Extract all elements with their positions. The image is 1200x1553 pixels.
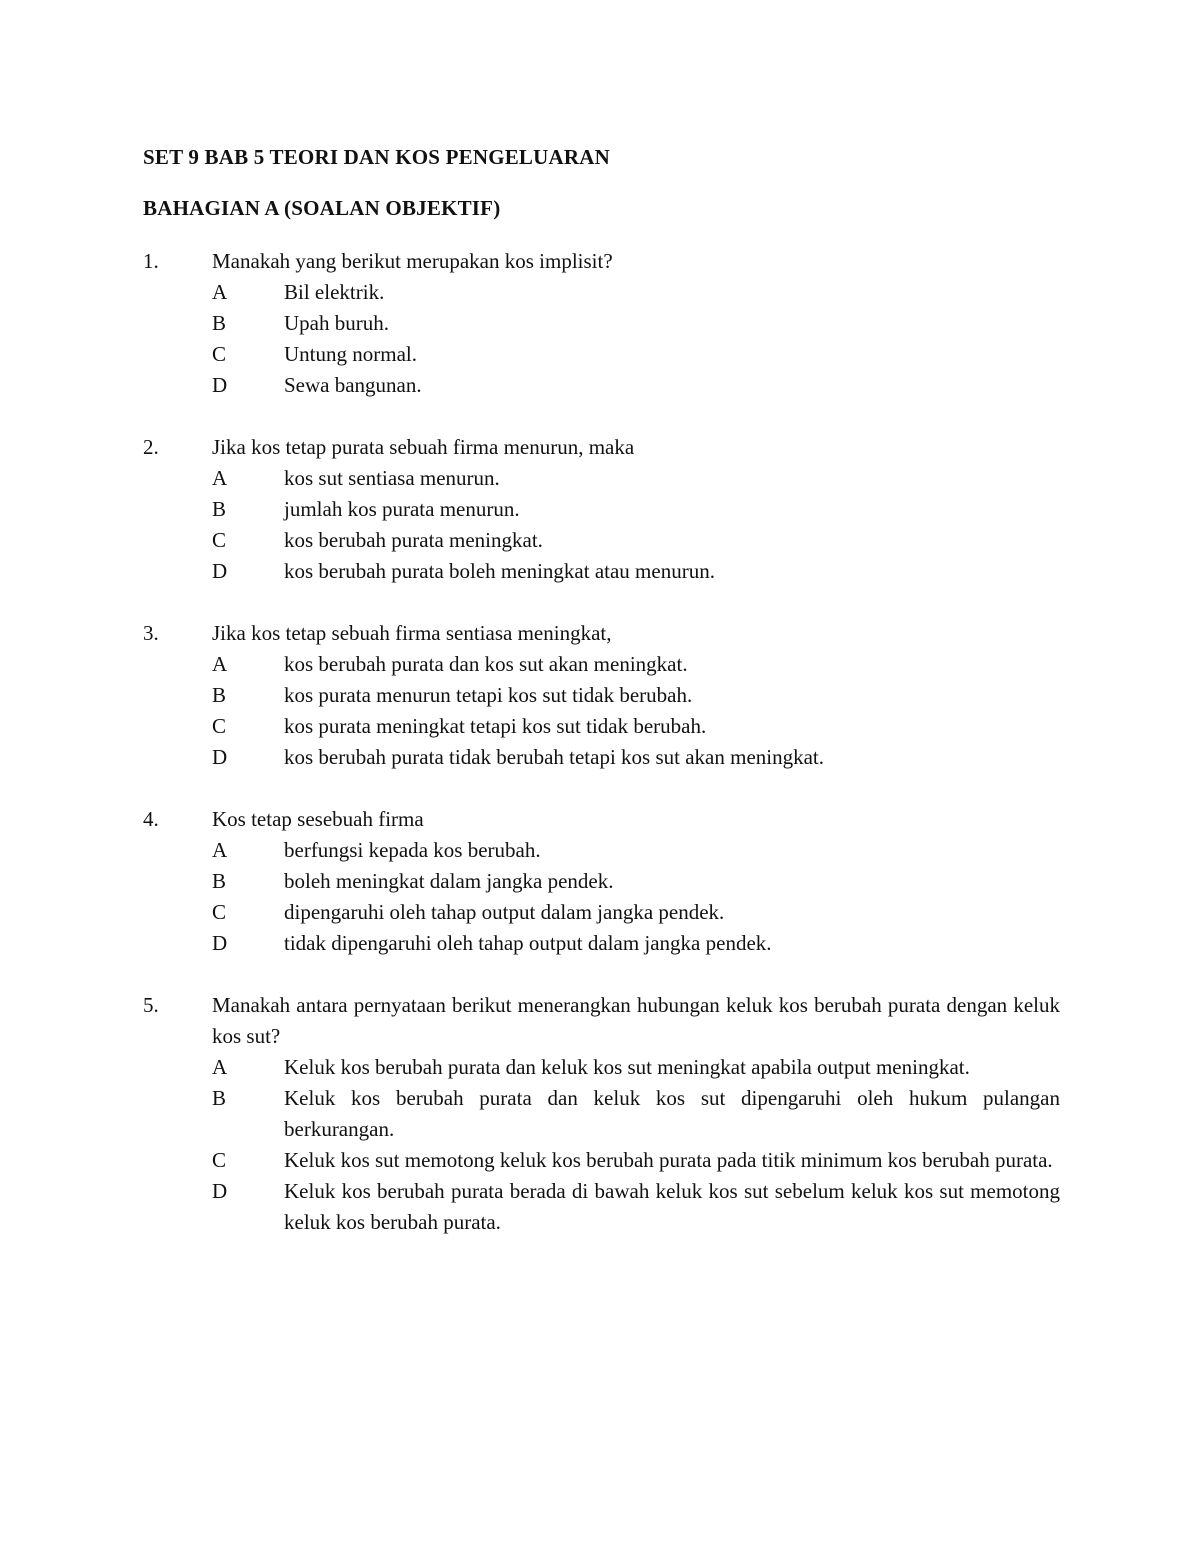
question-text: Manakah yang berikut merupakan kos implisit? bbox=[212, 249, 613, 273]
option-c bbox=[143, 1145, 1060, 1176]
option-letter: D bbox=[212, 559, 228, 583]
question-5 bbox=[143, 990, 1060, 1238]
question-number: 5. bbox=[143, 993, 159, 1017]
option-text: kos purata menurun tetapi kos sut tidak berubah. bbox=[284, 683, 693, 707]
option-b bbox=[143, 866, 1060, 897]
option-letter: C bbox=[212, 900, 227, 924]
option-letter: C bbox=[212, 714, 227, 738]
option-letter: C bbox=[212, 528, 227, 552]
option-letter: A bbox=[212, 652, 228, 676]
option-c bbox=[143, 897, 1060, 928]
option-letter: D bbox=[212, 931, 228, 955]
section-heading: BAHAGIAN A (SOALAN OBJEKTIF) bbox=[143, 196, 501, 220]
option-text: dipengaruhi oleh tahap output dalam jangka pendek. bbox=[284, 900, 725, 924]
question-text: Jika kos tetap sebuah firma sentiasa meningkat, bbox=[212, 621, 612, 645]
question-list bbox=[143, 246, 1060, 1269]
option-text: Keluk kos berubah purata dan keluk kos sut dipengaruhi oleh hukum pulangan berkurangan. bbox=[284, 1086, 1060, 1141]
option-letter: A bbox=[212, 1055, 228, 1079]
option-a bbox=[143, 277, 1060, 308]
question-text: Manakah antara pernyataan berikut menerangkan hubungan keluk kos berubah purata dengan keluk kos sut? bbox=[212, 993, 1060, 1048]
option-d bbox=[143, 742, 1060, 773]
question-text: Jika kos tetap purata sebuah firma menurun, maka bbox=[212, 435, 635, 459]
option-d bbox=[143, 928, 1060, 959]
option-text: Untung normal. bbox=[284, 342, 417, 366]
option-letter: D bbox=[212, 373, 228, 397]
option-a bbox=[143, 463, 1060, 494]
option-text: Bil elektrik. bbox=[284, 280, 385, 304]
option-c bbox=[143, 339, 1060, 370]
question-number: 4. bbox=[143, 807, 159, 831]
option-text: berfungsi kepada kos berubah. bbox=[284, 838, 541, 862]
option-d bbox=[143, 556, 1060, 587]
question-text: Kos tetap sesebuah firma bbox=[212, 807, 424, 831]
option-a bbox=[143, 835, 1060, 866]
question-4 bbox=[143, 804, 1060, 959]
option-b bbox=[143, 494, 1060, 525]
option-text: Sewa bangunan. bbox=[284, 373, 422, 397]
option-letter: A bbox=[212, 280, 228, 304]
option-text: kos purata meningkat tetapi kos sut tidak berubah. bbox=[284, 714, 707, 738]
option-letter: C bbox=[212, 342, 227, 366]
option-letter: C bbox=[212, 1148, 227, 1172]
option-letter: B bbox=[212, 869, 227, 893]
option-b bbox=[143, 308, 1060, 339]
option-a bbox=[143, 649, 1060, 680]
option-letter: B bbox=[212, 683, 227, 707]
question-number: 2. bbox=[143, 435, 159, 459]
option-letter: D bbox=[212, 745, 228, 769]
question-2 bbox=[143, 432, 1060, 587]
document-title: SET 9 BAB 5 TEORI DAN KOS PENGELUARAN bbox=[143, 145, 610, 169]
option-text: kos berubah purata tidak berubah tetapi kos sut akan meningkat. bbox=[284, 745, 825, 769]
question-number: 1. bbox=[143, 249, 159, 273]
option-text: boleh meningkat dalam jangka pendek. bbox=[284, 869, 614, 893]
option-text: Upah buruh. bbox=[284, 311, 389, 335]
question-3 bbox=[143, 618, 1060, 773]
option-c bbox=[143, 525, 1060, 556]
option-letter: A bbox=[212, 838, 228, 862]
option-d bbox=[143, 370, 1060, 401]
option-letter: B bbox=[212, 311, 227, 335]
question-number: 3. bbox=[143, 621, 159, 645]
option-a bbox=[143, 1052, 1060, 1083]
option-text: kos berubah purata meningkat. bbox=[284, 528, 543, 552]
option-letter: B bbox=[212, 497, 227, 521]
option-letter: A bbox=[212, 466, 228, 490]
option-text: Keluk kos sut memotong keluk kos berubah purata pada titik minimum kos berubah purata. bbox=[284, 1148, 1053, 1172]
option-text: tidak dipengaruhi oleh tahap output dalam jangka pendek. bbox=[284, 931, 772, 955]
option-letter: D bbox=[212, 1179, 228, 1203]
option-text: Keluk kos berubah purata berada di bawah keluk kos sut sebelum keluk kos sut memotong keluk kos berubah purata. bbox=[284, 1179, 1060, 1234]
option-d bbox=[143, 1176, 1060, 1238]
option-text: kos berubah purata boleh meningkat atau menurun. bbox=[284, 559, 715, 583]
option-letter: B bbox=[212, 1086, 227, 1110]
question-1 bbox=[143, 246, 1060, 401]
option-text: kos berubah purata dan kos sut akan meningkat. bbox=[284, 652, 688, 676]
option-text: Keluk kos berubah purata dan keluk kos sut meningkat apabila output meningkat. bbox=[284, 1055, 970, 1079]
option-c bbox=[143, 711, 1060, 742]
option-text: jumlah kos purata menurun. bbox=[284, 497, 520, 521]
option-b bbox=[143, 680, 1060, 711]
option-b bbox=[143, 1083, 1060, 1145]
option-text: kos sut sentiasa menurun. bbox=[284, 466, 500, 490]
